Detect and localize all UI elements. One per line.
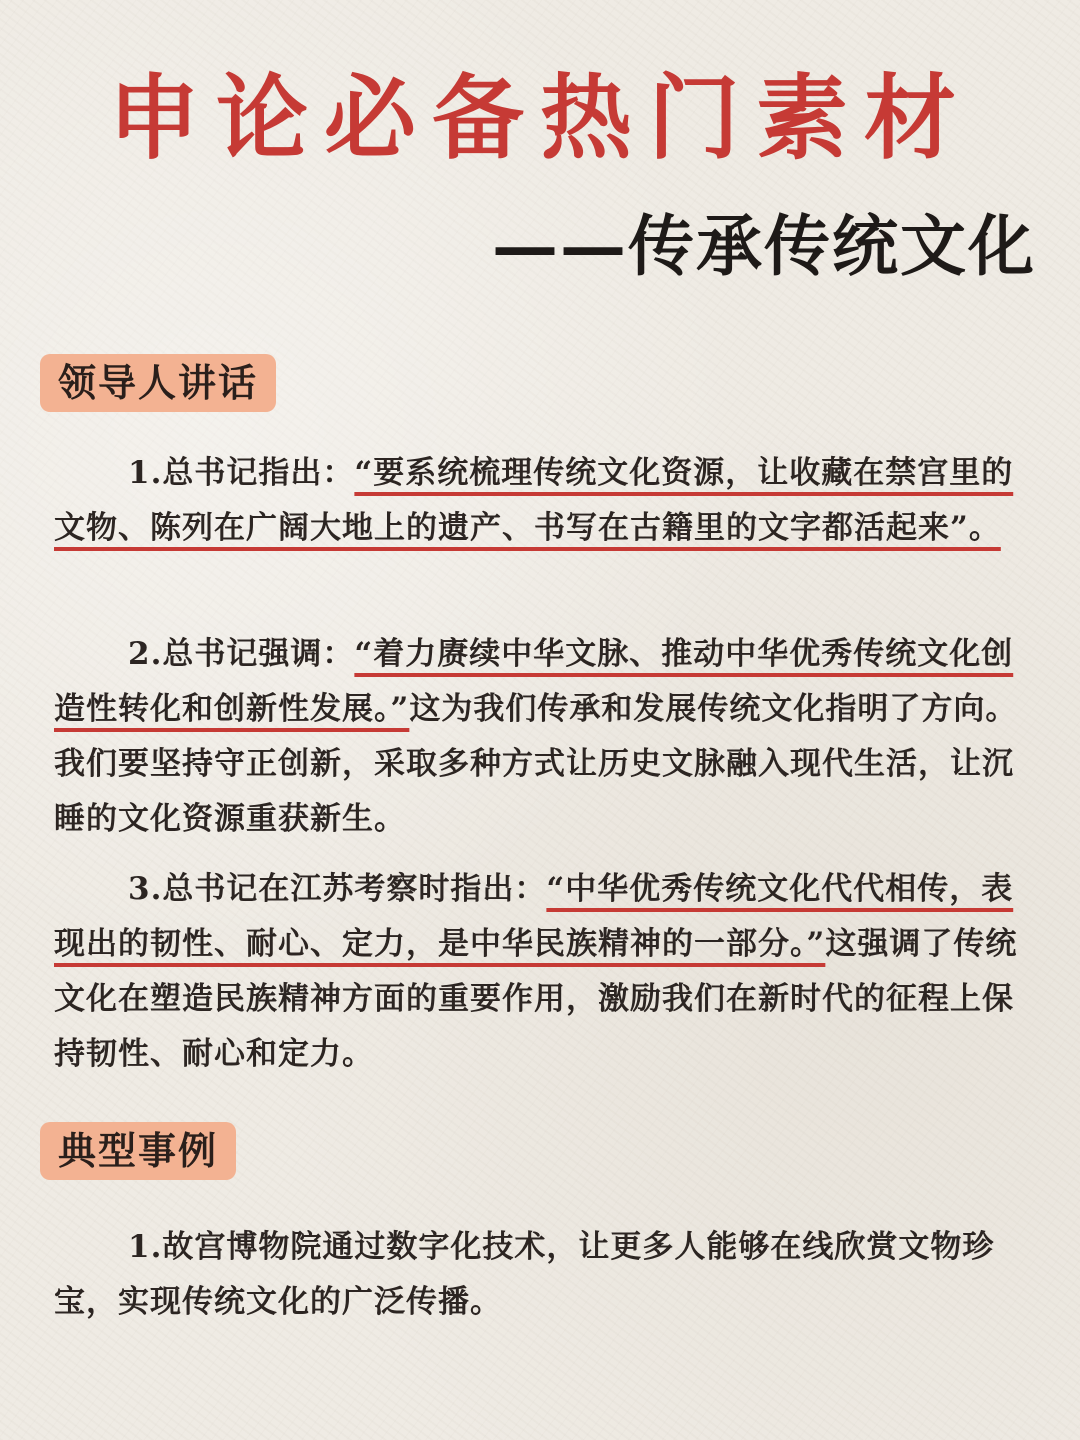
speech-item-quote: “要系统梳理传统文化资源，让收藏在禁宫里的文物、陈列在广阔大地上的遗产、书写在古籍里的文字都活起来”。 — [54, 455, 1014, 546]
page-subtitle: ——传承传统文化 — [492, 207, 1036, 285]
speech-item-commentary: 这强调了传统文化在塑造民族精神方面的重要作用，激励我们在新时代的征程上保持韧性、耐心和定力。 — [54, 926, 1018, 1072]
speech-item-1 — [54, 446, 1026, 556]
section-heading-leader-speech: 领导人讲话 — [40, 354, 276, 412]
speech-item-3 — [54, 862, 1026, 1082]
speech-item-lead: 1.总书记指出： — [128, 455, 355, 491]
case-item-1: 1.故宫博物院通过数字化技术，让更多人能够在线欣赏文物珍宝，实现传统文化的广泛传播。 — [54, 1229, 995, 1320]
speech-item-quote: “中华优秀传统文化代代相传，表现出的韧性、耐心、定力，是中华民族精神的一部分。” — [54, 871, 1014, 962]
speech-item-quote: “着力赓续中华文脉、推动中华优秀传统文化创造性转化和创新性发展。” — [54, 636, 1014, 727]
speech-item-lead: 3.总书记在江苏考察时指出： — [128, 871, 547, 907]
speech-item-2 — [54, 627, 1026, 847]
speech-item-commentary: 这为我们传承和发展传统文化指明了方向。我们要坚持守正创新，采取多种方式让历史文脉融入现代生活，让沉睡的文化资源重获新生。 — [54, 691, 1018, 837]
speech-item-lead: 2.总书记强调： — [128, 636, 355, 672]
page-title: 申论必备热门素材 — [107, 64, 972, 172]
section-heading-typical-cases: 典型事例 — [40, 1122, 236, 1180]
